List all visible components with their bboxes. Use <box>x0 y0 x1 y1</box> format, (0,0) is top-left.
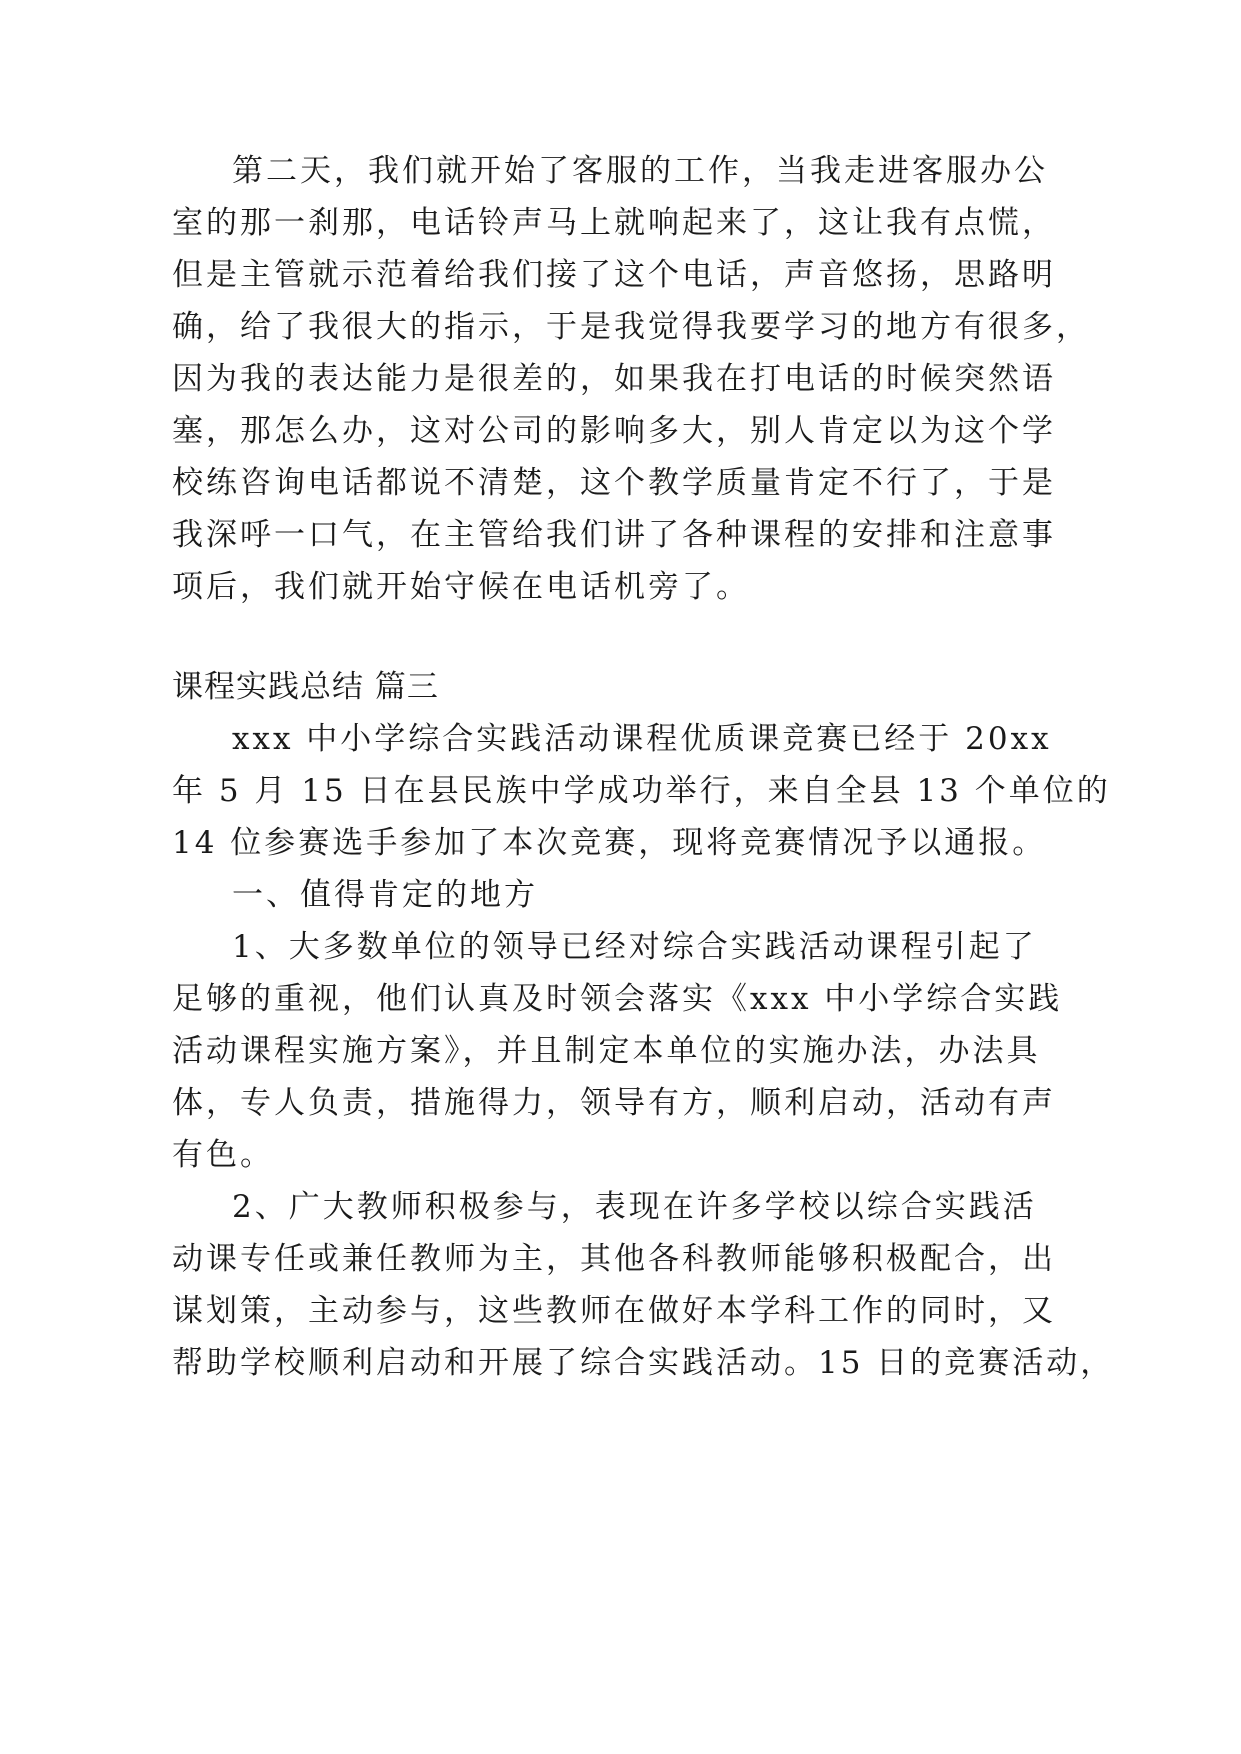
text-line: 第二天，我们就开始了客服的工作，当我走进客服办公 <box>232 153 1048 189</box>
text-line: 谋划策，主动参与，这些教师在做好本学科工作的同时，又 <box>172 1293 1056 1329</box>
subheading: 一、值得肯定的地方 <box>232 877 538 913</box>
text-line: 但是主管就示范着给我们接了这个电话，声音悠扬，思路明 <box>172 257 1056 293</box>
text-line: 动课专任或兼任教师为主，其他各科教师能够积极配合，出 <box>172 1241 1056 1277</box>
text-line: 塞，那怎么办，这对公司的影响多大，别人肯定以为这个学 <box>172 413 1056 449</box>
text-line: 活动课程实施方案》，并且制定本单位的实施办法，办法具 <box>172 1033 1041 1069</box>
text-line: 校练咨询电话都说不清楚，这个教学质量肯定不行了，于是 <box>172 465 1056 501</box>
text-line: 足够的重视，他们认真及时领会落实《xxx 中小学综合实践 <box>172 981 1063 1017</box>
text-line: 14 位参赛选手参加了本次竞赛，现将竞赛情况予以通报。 <box>172 825 1047 861</box>
text-line: 2、广大教师积极参与，表现在许多学校以综合实践活 <box>232 1189 1037 1225</box>
section-title: 课程实践总结 篇三 <box>172 669 439 705</box>
text-line: xxx 中小学综合实践活动课程优质课竞赛已经于 20xx <box>232 721 1052 757</box>
text-line: 有色。 <box>172 1137 274 1173</box>
text-line: 项后，我们就开始守候在电话机旁了。 <box>172 569 750 605</box>
text-line: 室的那一刹那，电话铃声马上就响起来了，这让我有点慌， <box>172 205 1056 241</box>
text-line: 年 5 月 15 日在县民族中学成功举行，来自全县 13 个单位的 <box>172 773 1111 809</box>
text-line: 体，专人负责，措施得力，领导有方，顺利启动，活动有声 <box>172 1085 1056 1121</box>
text-line: 因为我的表达能力是很差的，如果我在打电话的时候突然语 <box>172 361 1056 397</box>
text-line: 帮助学校顺利启动和开展了综合实践活动。15 日的竞赛活动， <box>172 1345 1115 1381</box>
text-line: 1、大多数单位的领导已经对综合实践活动课程引起了 <box>232 929 1037 965</box>
text-line: 我深呼一口气，在主管给我们讲了各种课程的安排和注意事 <box>172 517 1056 553</box>
text-line: 确，给了我很大的指示，于是我觉得我要学习的地方有很多， <box>172 309 1090 345</box>
